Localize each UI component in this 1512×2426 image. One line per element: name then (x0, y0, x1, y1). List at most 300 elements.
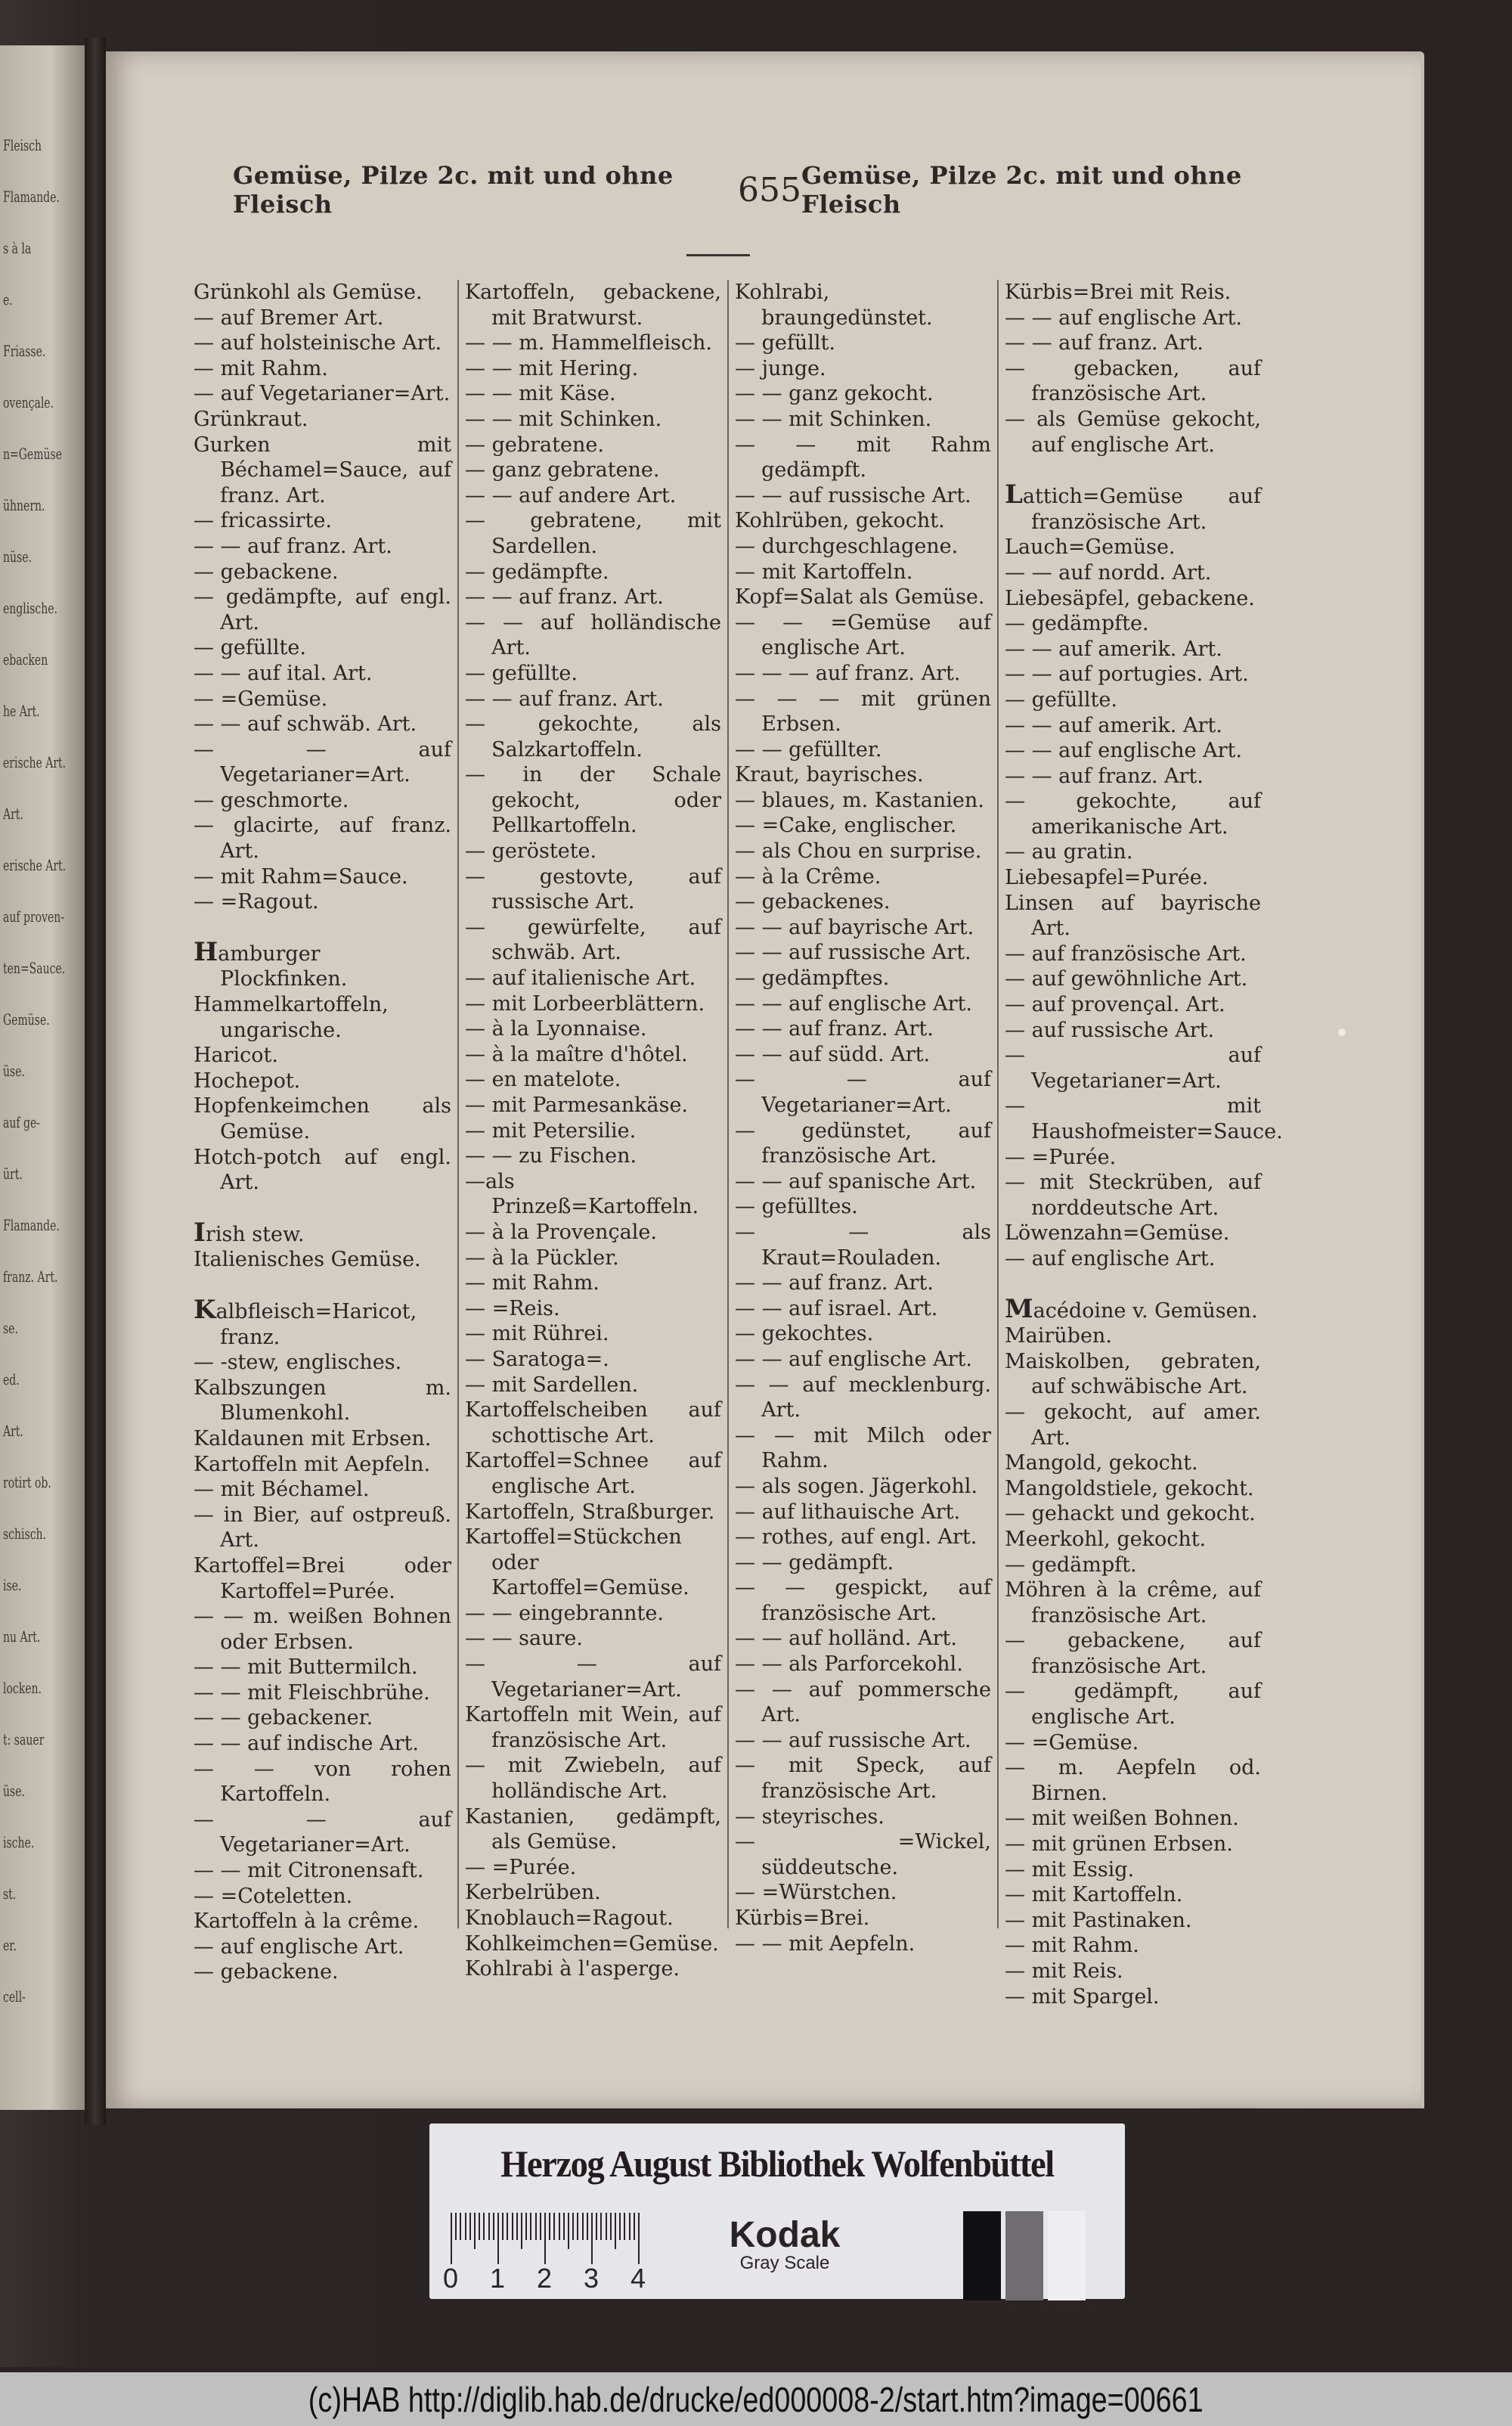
section-initial: H (194, 936, 218, 967)
index-entry: — mit Rahm. (194, 356, 328, 380)
index-entry: Möhren à la crême, auf französische Art. (1005, 1578, 1261, 1627)
index-entry: — gefüllte. (194, 636, 306, 660)
index-entry: Kastanien, gedämpft, als Gemüse. (465, 1804, 721, 1854)
ruler-tick (540, 2213, 541, 2240)
index-entry: — steyrisches. (735, 1804, 885, 1829)
index-entry: Kartoffel=Stückchen oder Kartoffel=Gemüse. (465, 1525, 689, 1600)
index-entry: Hochepot. (194, 1069, 301, 1093)
facing-page-fragment: er. (3, 1936, 17, 1954)
running-head (233, 161, 1306, 219)
index-entry: — =Purée. (465, 1855, 577, 1879)
index-entry: — mit weißen Bohnen. (1005, 1807, 1239, 1831)
index-entry: — mit Rührei. (465, 1322, 609, 1346)
index-entry: Italienisches Gemüse. (194, 1248, 421, 1272)
ruler-tick (544, 2213, 546, 2264)
index-entry: — gedämpft, auf englische Art. (1005, 1680, 1261, 1730)
index-entry: — blaues, m. Kastanien. (735, 788, 984, 812)
index-entry: Gurken mit Béchamel=Sauce, auf franz. Art. (194, 433, 451, 507)
facing-page-fragment: ühnern. (3, 496, 45, 514)
index-entry: — — m. Hammelfleisch. (465, 331, 712, 355)
index-entry: — mit grünen Erbsen. (1005, 1832, 1233, 1857)
gray-patch-2 (1005, 2211, 1043, 2300)
book-page (106, 51, 1421, 2108)
index-columns (187, 280, 1315, 2009)
facing-page-fragment: englische. (3, 599, 58, 617)
index-entry: — — mit Schinken. (465, 407, 662, 431)
index-entry: — geröstete. (465, 839, 597, 864)
index-entry: — mit Sardellen. (465, 1373, 639, 1397)
section-initial: L (1005, 479, 1023, 510)
index-entry: — gedünstet, auf französische Art. (735, 1118, 991, 1168)
ruler-tick (619, 2213, 621, 2240)
index-entry: — gebratene. (465, 433, 604, 457)
facing-page-fragment: rotirt ob. (3, 1473, 51, 1491)
index-entry: — — gedämpft. (735, 1550, 894, 1574)
ruler-tick (502, 2213, 503, 2240)
ruler-label: 2 (536, 2263, 553, 2294)
index-entry: — gekochte, als Salzkartoffeln. (465, 712, 721, 762)
index-entry: — gedämpfte. (465, 560, 609, 584)
index-entry: — als sogen. Jägerkohl. (735, 1474, 978, 1498)
index-entry: — — auf indische Art. (194, 1732, 419, 1756)
institution-name: Herzog August Bibliothek Wolfenbüttel (500, 2142, 1054, 2185)
index-entry: — — als Parforcekohl. (735, 1652, 963, 1677)
index-entry: — — =Gemüse auf englische Art. (735, 610, 991, 660)
index-entry: — — mit Milch oder Rahm. (735, 1423, 991, 1473)
index-entry: — mit Pastinaken. (1005, 1908, 1192, 1932)
ruler-tick (497, 2213, 499, 2264)
facing-page-fragment: auf ge- (3, 1113, 40, 1131)
index-entry: — — auf englische Art. (735, 1347, 972, 1371)
index-entry: — à la maître d'hôtel. (465, 1042, 688, 1066)
facing-page-fragment: ise. (3, 1576, 22, 1594)
index-entry: Kohlrüben, gekocht. (735, 509, 945, 533)
index-entry: — =Purée. (1005, 1145, 1117, 1169)
index-entry (1005, 479, 1261, 535)
running-head-right: Gemüse, Pilze 2c. mit und ohne Fleisch (801, 161, 1242, 219)
index-entry: — m. Aepfeln od. Birnen. (1005, 1756, 1261, 1805)
header-rule (686, 254, 750, 256)
index-entry: — — auf franz. Art. (1005, 331, 1204, 355)
ruler-tick (493, 2213, 494, 2240)
index-entry: — als Chou en surprise. (735, 839, 982, 864)
paper-speck (1338, 1028, 1346, 1036)
index-entry: — =Reis. (465, 1296, 560, 1320)
ruler-tick (559, 2213, 560, 2240)
index-entry: — — auf franz. Art. (735, 1271, 934, 1295)
index-entry: — gedämpftes. (735, 966, 890, 991)
index-entry (194, 936, 451, 992)
index-entry: — gebackenes. (735, 890, 891, 914)
index-entry: Kopf=Salat als Gemüse. (735, 585, 985, 610)
index-entry: — — auf mecklenburg. Art. (735, 1373, 991, 1422)
ruler-tick (577, 2213, 578, 2240)
index-entry: — =Gemüse. (1005, 1730, 1139, 1754)
index-entry: — — mit Hering. (465, 356, 639, 380)
index-entry (194, 1217, 451, 1248)
index-entry: — in Bier, auf ostpreuß. Art. (194, 1503, 451, 1553)
index-entry: Löwenzahn=Gemüse. (1005, 1221, 1230, 1246)
index-entry: Kalbszungen m. Blumenkohl. (194, 1376, 451, 1426)
index-entry: — mit Rahm=Sauce. (194, 864, 408, 889)
index-entry: — mit Rahm. (1005, 1934, 1139, 1958)
index-entry: — — auf südd. Art. (735, 1042, 931, 1066)
ruler-tick (606, 2213, 607, 2240)
index-entry: — in der Schale gekocht, oder Pellkartoffeln. (465, 763, 721, 838)
entry-text: albfleisch=Haricot, franz. (215, 1299, 417, 1349)
ruler-tick (460, 2213, 461, 2240)
kodak-brand: Kodak (729, 2215, 841, 2255)
facing-page-fragment: nüse. (3, 548, 32, 566)
index-entry: — — auf holländische Art. (465, 610, 721, 660)
ruler-tick (474, 2213, 476, 2249)
index-entry: Kartoffeln, gebackene, mit Bratwurst. (465, 281, 721, 330)
index-entry: — à la Crême. (735, 864, 881, 889)
ruler-tick (596, 2213, 597, 2240)
entry-text: acédoine v. Gemüsen. (1033, 1298, 1258, 1323)
index-entry: — gefüllte. (465, 661, 578, 685)
gray-scale-label: Gray Scale (739, 2253, 830, 2273)
index-entry: — gebackene. (194, 1960, 339, 1984)
index-entry: — =Wickel, süddeutsche. (735, 1830, 991, 1879)
index-entry: — — auf nordd. Art. (1005, 560, 1212, 585)
ruler-tick (483, 2213, 485, 2240)
index-entry: — — mit Buttermilch. (194, 1655, 418, 1680)
index-entry: — — auf Vegetarianer=Art. (465, 1652, 721, 1702)
index-entry: — ganz gebratene. (465, 458, 660, 482)
facing-page-fragment: ovençale. (3, 393, 54, 411)
gray-patch-1 (963, 2211, 1001, 2300)
facing-page-fragment: Flamande. (3, 188, 60, 206)
index-entry: — mit Rahm. (465, 1271, 600, 1295)
index-entry: — auf Vegetarianer=Art. (1005, 1044, 1261, 1093)
index-entry: — gewürfelte, auf schwäb. Art. (465, 915, 721, 965)
facing-page-fragment: üse. (3, 1062, 25, 1080)
index-entry: — auf Bremer Art. (194, 306, 384, 330)
index-entry: — — saure. (465, 1627, 583, 1651)
index-entry: — — auf andere Art. (465, 483, 677, 507)
index-entry: — mit Zwiebeln, auf holländische Art. (465, 1754, 721, 1804)
index-entry: — auf Vegetarianer=Art. (194, 382, 451, 406)
index-entry: — durchgeschlagene. (735, 534, 959, 558)
index-column-3 (727, 280, 997, 1956)
index-entry: — — mit Citronensaft. (194, 1859, 424, 1883)
ruler-tick (512, 2213, 513, 2240)
index-entry: — mit Kartoffeln. (735, 560, 913, 584)
index-entry: Linsen auf bayrische Art. (1005, 891, 1261, 941)
index-entry: Kohlkeimchen=Gemüse. (465, 1931, 719, 1956)
section-initial: M (1005, 1293, 1033, 1324)
index-entry: — mit Haushofmeister=Sauce. (1005, 1094, 1283, 1143)
ruler-tick (549, 2213, 550, 2240)
index-entry: Kerbelrüben. (465, 1881, 601, 1905)
gray-patch-3 (1048, 2211, 1086, 2300)
ruler-tick (553, 2213, 555, 2240)
index-entry: Kaldaunen mit Erbsen. (194, 1426, 432, 1450)
index-entry: — gebackene, auf französische Art. (1005, 1629, 1261, 1678)
index-entry: Kohlrabi à l'asperge. (465, 1957, 680, 1981)
ruler-tick (591, 2213, 593, 2264)
index-column-1 (187, 280, 457, 1984)
facing-page-fragment: n=Gemüse (3, 445, 62, 463)
facing-page-fragment: ürt. (3, 1165, 23, 1183)
ruler-tick (451, 2213, 452, 2264)
index-entry: Kürbis=Brei mit Reis. (1005, 281, 1232, 304)
footer-credit: (c)HAB http://diglib.hab.de/drucke/ed000008-2/start.htm?image=00661 (308, 2379, 1204, 2419)
index-entry: — -stew, englisches. (194, 1351, 402, 1375)
index-entry: Grünkraut. (194, 407, 308, 431)
ruler-tick (455, 2213, 457, 2240)
ruler-tick (587, 2213, 588, 2240)
ruler-tick (535, 2213, 537, 2240)
index-entry: Liebesäpfel, gebackene. (1005, 586, 1255, 610)
index-entry: — =Coteletten. (194, 1884, 353, 1908)
ruler-tick (615, 2213, 616, 2249)
index-entry: — — auf russische Art. (735, 1728, 971, 1752)
index-entry: — gekochtes. (735, 1322, 874, 1346)
index-entry: Meerkohl, gekocht. (1005, 1527, 1207, 1551)
index-entry: Liebesapfel=Purée. (1005, 866, 1209, 890)
index-entry: — — gefüllter. (735, 737, 882, 762)
ruler-tick (465, 2213, 466, 2240)
index-entry: — — auf Vegetarianer=Art. (194, 737, 451, 787)
index-entry: Kartoffeln à la crême. (194, 1909, 420, 1934)
index-entry: — mit Speck, auf französische Art. (735, 1754, 991, 1804)
index-entry: — auf gewöhnliche Art. (1005, 967, 1248, 991)
facing-page-fragment: nu Art. (3, 1627, 41, 1646)
index-entry: — — — mit grünen Erbsen. (735, 687, 991, 737)
index-entry: — rothes, auf engl. Art. (735, 1525, 978, 1550)
index-entry (194, 1294, 451, 1350)
section-initial: K (194, 1294, 216, 1325)
ruler-label: 1 (489, 2263, 506, 2294)
index-column-2 (457, 280, 727, 1981)
index-entry: — — m. weißen Bohnen oder Erbsen. (194, 1605, 451, 1654)
index-entry: — mit Parmesankäse. (465, 1094, 689, 1117)
index-entry: — — auf bayrische Art. (735, 915, 974, 939)
index-entry: — — auf franz. Art. (194, 534, 392, 558)
facing-page-fragment: Friasse. (3, 342, 46, 360)
ruler-tick (600, 2213, 602, 2240)
index-entry: — en matelote. (465, 1068, 621, 1092)
facing-page-fragment: ische. (3, 1833, 35, 1851)
facing-page-edge (0, 45, 87, 2110)
index-entry: — — mit Schinken. (735, 407, 932, 431)
index-entry: — — auf schwäb. Art. (194, 712, 417, 737)
index-entry: — mit Lorbeerblättern. (465, 991, 705, 1016)
ruler-tick (638, 2213, 640, 2264)
facing-page-fragment: t: sauer (3, 1730, 45, 1748)
index-entry: Hopfenkeimchen als Gemüse. (194, 1094, 451, 1143)
index-entry: — auf lithauische Art. (735, 1500, 961, 1524)
facing-page-fragment: Art. (3, 805, 23, 823)
entry-text: rish stew. (205, 1222, 305, 1246)
index-entry: Kartoffel=Brei oder Kartoffel=Purée. (194, 1553, 451, 1603)
index-entry: — fricassirte. (194, 509, 333, 533)
ruler-label: 4 (630, 2263, 646, 2294)
index-entry: — auf englische Art. (194, 1934, 404, 1959)
index-entry: — gedämpfte, auf engl. Art. (194, 585, 451, 634)
index-entry: — gefülltes. (735, 1195, 858, 1219)
index-entry: Kraut, bayrisches. (735, 763, 924, 787)
index-entry: — gedämpft. (1005, 1553, 1137, 1577)
index-entry: — auf italienische Art. (465, 966, 696, 991)
index-entry: Kürbis=Brei. (735, 1906, 870, 1930)
facing-page-fragment: franz. Art. (3, 1267, 58, 1286)
index-entry: Kartoffeln mit Aepfeln. (194, 1452, 431, 1476)
ruler-label: 0 (442, 2263, 459, 2294)
facing-page-fragment: Flamande. (3, 1216, 60, 1234)
index-entry: — gedämpfte. (1005, 612, 1149, 636)
facing-page-fragment: ten=Sauce. (3, 959, 66, 977)
index-entry: — gebacken, auf französische Art. (1005, 356, 1261, 406)
ruler-tick (525, 2213, 527, 2240)
ruler-tick (563, 2213, 565, 2240)
index-entry: Kartoffel=Schnee auf englische Art. (465, 1449, 721, 1498)
index-entry: — — auf amerik. Art. (1005, 713, 1222, 737)
index-entry: — — auf franz. Art. (465, 585, 664, 610)
facing-page-fragment: schisch. (3, 1525, 47, 1543)
facing-page-fragment: erische Art. (3, 753, 67, 771)
index-entry: — — auf franz. Art. (735, 1017, 934, 1041)
index-entry: Lauch=Gemüse. (1005, 535, 1176, 560)
index-entry: Mairüben. (1005, 1324, 1112, 1348)
index-entry: — Saratoga=. (465, 1347, 609, 1371)
index-entry: Hotch-potch auf engl. Art. (194, 1145, 451, 1195)
index-entry: — — auf englische Art. (735, 991, 972, 1016)
index-entry: — mit Petersilie. (465, 1118, 637, 1143)
index-entry: — — mit Aepfeln. (735, 1931, 916, 1956)
index-entry: — gestovte, auf russische Art. (465, 864, 721, 914)
index-entry: — mit Essig. (1005, 1857, 1135, 1882)
index-entry: Maiskolben, gebraten, auf schwäbische Art. (1005, 1349, 1261, 1399)
index-entry: — — auf Vegetarianer=Art. (735, 1068, 991, 1117)
facing-page-fragment: locken. (3, 1679, 42, 1697)
index-entry: — — zu Fischen. (465, 1144, 637, 1168)
index-entry: Mangold, gekocht. (1005, 1451, 1198, 1475)
index-entry: — =Gemüse. (194, 687, 328, 711)
entry-text: amburger Plockfinken. (218, 942, 348, 991)
index-entry: — =Ragout. (194, 890, 319, 914)
ruler-tick (521, 2213, 522, 2249)
ruler-tick (568, 2213, 569, 2249)
facing-page-fragment: auf proven- (3, 907, 65, 926)
index-entry: — mit Steckrüben, auf norddeutsche Art. (1005, 1171, 1261, 1220)
facing-page-fragment: ed. (3, 1370, 20, 1388)
index-entry: — — mit Käse. (465, 382, 616, 406)
ruler-tick (530, 2213, 531, 2240)
index-entry: — — auf englische Art. (1005, 739, 1242, 763)
index-entry: — — auf israel. Art. (735, 1296, 938, 1320)
index-entry: — auf englische Art. (1005, 1246, 1216, 1270)
ruler-tick (610, 2213, 612, 2240)
index-entry: — — eingebrannte. (465, 1601, 664, 1625)
index-entry: — au gratin. (1005, 840, 1133, 864)
facing-page-fragment: Art. (3, 1422, 23, 1440)
index-entry: — — — auf franz. Art. (735, 661, 961, 685)
index-entry: — à la Lyonnaise. (465, 1017, 647, 1041)
index-entry: Kartoffeln mit Wein, auf französische Art. (465, 1703, 721, 1752)
index-entry: — — auf spanische Art. (735, 1169, 977, 1193)
index-entry: — gefüllte. (1005, 687, 1117, 712)
index-entry: — mit Kartoffeln. (1005, 1883, 1183, 1907)
facing-page-fragment: cell- (3, 1987, 26, 2006)
index-entry: — — auf englische Art. (1005, 306, 1242, 330)
index-entry (1005, 1293, 1261, 1324)
index-entry: — auf holsteinische Art. (194, 331, 442, 355)
facing-page-fragment: s à la (3, 239, 32, 257)
facing-page-fragment: st. (3, 1885, 17, 1903)
ruler-tick (624, 2213, 625, 2240)
index-entry: — — von rohen Kartoffeln. (194, 1757, 451, 1807)
index-entry: — — ganz gekocht. (735, 382, 934, 406)
facing-page-fragment: e. (3, 290, 13, 309)
ruler-tick (479, 2213, 480, 2240)
index-entry: — — mit Fleischbrühe. (194, 1680, 430, 1705)
index-entry: Hammelkartoffeln, ungarische. (194, 993, 389, 1042)
ruler-tick (469, 2213, 471, 2240)
ruler-tick (572, 2213, 574, 2240)
section-initial: I (194, 1217, 206, 1248)
ruler-tick (507, 2213, 508, 2240)
index-entry: — auf französische Art. (1005, 942, 1247, 966)
ruler-tick (629, 2213, 631, 2240)
ruler-tick (582, 2213, 584, 2240)
index-entry: —als Prinzeß=Kartoffeln. (465, 1169, 699, 1219)
index-entry: — mit Béchamel. (194, 1478, 370, 1502)
index-entry: Kartoffelscheiben auf schottische Art. (465, 1398, 721, 1447)
index-entry: — glacirte, auf franz. Art. (194, 814, 451, 864)
kodak-label (679, 2214, 891, 2274)
index-entry: — — auf ital. Art. (194, 661, 373, 685)
index-entry: Grünkohl als Gemüse. (194, 281, 423, 304)
index-entry: Kohlrabi, braungedünstet. (735, 281, 933, 330)
index-entry: Kartoffeln, Straßburger. (465, 1500, 715, 1524)
index-entry: Mangoldstiele, gekocht. (1005, 1476, 1254, 1500)
index-entry: — — mit Rahm gedämpft. (735, 433, 991, 482)
index-entry: — junge. (735, 356, 826, 380)
ruler-tick (634, 2213, 635, 2240)
index-entry: — — als Kraut=Rouladen. (735, 1220, 991, 1270)
index-entry: — — gebackener. (194, 1706, 373, 1730)
index-entry: — à la Provençale. (465, 1220, 657, 1244)
book-binding (85, 38, 106, 2125)
facing-page-fragment: Gemüse. (3, 1010, 50, 1028)
index-entry: — geschmorte. (194, 788, 349, 812)
color-scale-card (429, 2124, 1125, 2299)
facing-page-fragment: üse. (3, 1782, 25, 1800)
index-entry: — gekocht, auf amer. Art. (1005, 1400, 1261, 1450)
index-entry: Haricot. (194, 1044, 278, 1068)
index-entry: — — auf franz. Art. (1005, 764, 1204, 788)
index-entry: — =Würstchen. (735, 1881, 897, 1905)
index-entry: — — auf russische Art. (735, 483, 971, 507)
index-entry: — mit Spargel. (1005, 1984, 1160, 2009)
index-entry: — — auf franz. Art. (465, 687, 664, 711)
index-entry: — — auf portugies. Art. (1005, 662, 1249, 687)
entry-text: attich=Gemüse auf französische Art. (1022, 485, 1261, 534)
gray-patches (963, 2211, 1090, 2303)
ruler-tick (488, 2213, 490, 2240)
index-entry: — auf russische Art. (1005, 1018, 1215, 1042)
index-entry: — gebratene, mit Sardellen. (465, 509, 721, 558)
index-entry: — — auf russische Art. (735, 941, 971, 965)
page-number: 655 (738, 170, 801, 209)
index-entry: — — auf amerik. Art. (1005, 637, 1222, 661)
index-entry: — — auf Vegetarianer=Art. (194, 1807, 451, 1857)
index-entry: — — gespickt, auf französische Art. (735, 1576, 991, 1625)
index-entry: — gekochte, auf amerikanische Art. (1005, 790, 1261, 839)
